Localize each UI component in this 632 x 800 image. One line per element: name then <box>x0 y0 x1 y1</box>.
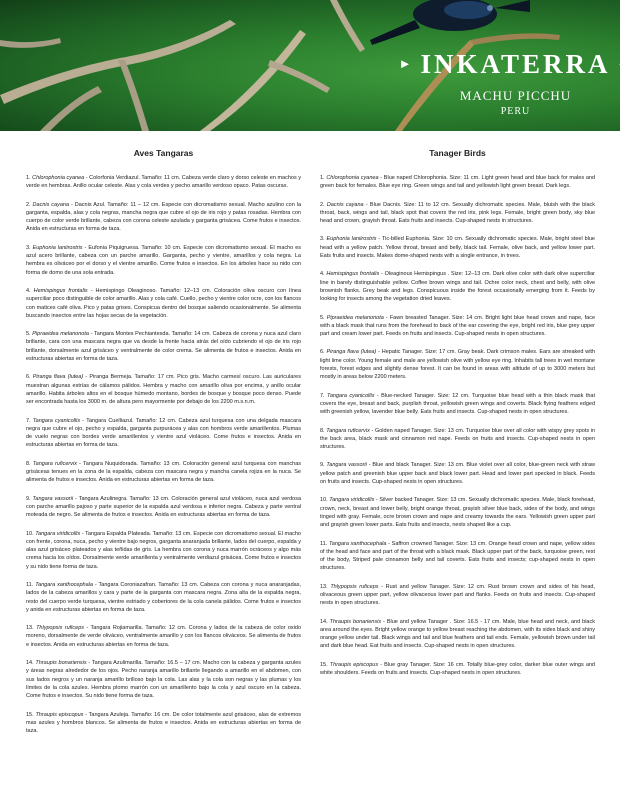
entry-description: - Piranga Bermeja. Tamaño: 17 cm. Pico gris. Macho carmesí oscuro. Las auriculares muestran algunas estrías de cálamos pálidos. Hembra y macho con amarillo oliva por encima, y anillo ocular amarillo. Habita árboles altos en el bosque húmedo montano, bordes de bosque y bosque poco denso. Puede ser encontrada hasta los 3000 m. de altura pero mayormente por debajo de los 2200 m.s.n.m. <box>26 374 301 406</box>
entry-description: - Golden naped Tanager. Size: 13 cm. Turquoise blue over all color with wispy grey spots in the back area, black mask and cinnamon red nape. Feeds on fruits and insects. Cup-shaped nests in open structures. <box>320 427 596 451</box>
scientific-name: Tangara viridicollis <box>35 530 81 537</box>
species-entry <box>26 174 301 191</box>
entry-description: - Silver backed Tanager. Size: 13 cm. Sexually dichromatic species. Male, black forehead, crown, neck, breast and lower belly, bright orange throat, grayish silver blue back, sides of the body, and wings tinged with gray. Female, ocre brown crown and nape and creamy towards the ears. Yellowish green upper part and grayish green lower parts. Eats fruits and insects, nests shaped like a cup. <box>320 497 595 529</box>
entry-number: 10. <box>26 530 34 537</box>
scientific-name: Thraupis episcopus <box>329 661 379 668</box>
entry-number: 1. <box>26 175 31 181</box>
species-list <box>26 174 301 735</box>
english-column <box>320 148 595 687</box>
scientific-name: Tangara cyanicollis <box>327 392 375 399</box>
header-banner <box>0 0 632 131</box>
entry-description: - Blue Dacnis. Size: 11 to 12 cm. Sexually dichromatic species. Male, bluish with the black throat, back, wings and tail, black spot that covers the red iris, pink legs. Female, bright green body, sky blue head and crown, grayish throat. Eats fruits and insects. Cup-shaped nests in structures. <box>320 201 596 225</box>
scientific-name: Tangara xanthocephala <box>35 581 93 588</box>
entry-description: - Blue and black Tanager. Size: 13 cm. Blue violet over all color, blue-green neck with straw yellow patch and greenish blue upper back and black lower part. Head and lower part specked in black. Feeds on fruits and insects. Cup-shaped nests in open structures. <box>320 462 595 486</box>
entry-description: - Eufonia Piquigruesa. Tamaño: 10 cm. Especie con dicromatismo sexual. El macho es azul acero brillante, cabeza con un parche amarillo. Garganta, pecho y vientre, amarillos y cola negra. La hembra es oliváceo por el dorso y el vientre amarillo. Come frutos e insectos. En los árboles hace su nido con forma de domo de una sola entrada. <box>26 244 302 276</box>
scientific-name: Thraupis bonariensis <box>35 660 87 667</box>
scientific-name: Tangara cyanicollis <box>32 417 81 424</box>
column-heading: Aves Tangaras <box>133 148 194 158</box>
species-entry <box>26 495 301 520</box>
scientific-name: Thlypopsis ruficeps <box>36 625 85 632</box>
scientific-name: Thraupis episcopus <box>35 711 84 718</box>
species-entry <box>26 330 301 363</box>
species-entry <box>26 581 301 614</box>
species-entry <box>320 348 595 381</box>
scientific-name: Pipraeidea melanonota <box>32 331 89 338</box>
scientific-name: Piranga flava (lutea) <box>326 349 377 356</box>
entry-number: 8. <box>26 460 31 467</box>
entry-description: - Blue-necked Tanager. Size: 12 cm. Turquoise blue head with a thin black mask that covers the eye, breast and back, purplish throat, yellowish green wings and coverts. Black flying feathers edged with greenish yellow, lavender blue belly. Eats fruits and insects. Cup-shaped nests in open structures. <box>320 392 596 416</box>
entry-number: 10. <box>320 497 328 504</box>
scientific-name: Euphonia laniirostris <box>326 236 377 243</box>
species-entry <box>320 427 595 452</box>
entry-description: - Tangara Espalda Plateada. Tamaño: 13 cm. Especie con dicromatismo sexual. El macho con frente, corona, nuca, pecho y vientre bajo negros, garganta anaranjada brillante, lados del cuerpo, espalda y alas azul grisáceo plateados y alas teñidas de gris. La hembra con corona y nuca marrón ocráceos y algo más crema hacia los oídos. Dorsalmente verde amarillenta y ventralmente verdiazul grisácea. Come frutos e insectos y su nido tiene forma de taza. <box>26 530 301 570</box>
species-entry <box>26 373 301 406</box>
scientific-name: Tangara vassorii <box>326 462 367 469</box>
entry-number: 9. <box>320 462 325 469</box>
scientific-name: Hemispingus frontalis <box>326 271 380 278</box>
logo-location: MACHU PICCHU <box>459 88 572 103</box>
species-entry <box>26 417 301 450</box>
entry-number: 3. <box>26 244 31 251</box>
entry-description: - Tangara Rojiamarilla. Tamaño: 12 cm. Corona y lados de la cabeza de color oxido moreno, dorsalmente de verde oliváceo, ventralmente amarillo y con los flancos oliváceos. Se alimenta de frutos e insectos. Anida en estructuras abiertas en forma de taza. <box>26 625 302 648</box>
species-entry <box>320 201 595 226</box>
species-entry <box>320 392 595 417</box>
arrow-left-icon: ◄ <box>616 56 632 71</box>
entry-number: 2. <box>320 201 325 208</box>
species-entry <box>26 659 301 700</box>
species-entry <box>26 711 301 736</box>
entry-number: 2. <box>26 201 31 208</box>
inkaterra-logo <box>398 49 632 117</box>
species-entry <box>320 583 595 608</box>
scientific-name: Chlorophonia cyanea <box>32 175 85 181</box>
species-entry <box>26 201 301 234</box>
entry-number: 15. <box>320 661 328 668</box>
entry-description: - Blue gray Tanager. Size: 16 cm. Totally blue-grey color, darker blue outer wings and white shoulders. Feeds on fruits and insects. Cup-shaped nests in open structures. <box>320 661 595 677</box>
species-list <box>320 174 595 677</box>
entry-number: 14. <box>26 660 34 667</box>
entry-number: 15. <box>26 711 34 718</box>
entry-number: 11. <box>26 581 34 588</box>
entry-number: 13. <box>26 625 34 632</box>
entry-description: - Tangara Azulinegra. Tamaño: 13 cm. Coloración general azul violáceo, nuca azul verdosa con parche amarillo pajoso y parte superior de la espalda azul verdosa e inferior negra. Cabeza y parte ventral moteada de negro. Se alimenta de frutos e insectos. Anida en estructuras abiertas en forma de taza. <box>26 495 302 519</box>
scientific-name: Tangara vassorii <box>32 495 74 502</box>
spanish-column <box>26 148 301 745</box>
entry-number: 13. <box>320 583 328 590</box>
entry-description: - Tangara Nuquidorada. Tamaño: 13 cm. Coloración general azul turquesa con manchas grisáceas tenues en la zona de la espalda, cabeza con mascara negra y mancha canela rojiza en la nuca. Se alimenta de frutos e insectos. Anida en estructuras abiertas en forma de taza. <box>26 460 302 484</box>
entry-number: 4. <box>26 287 31 294</box>
entry-number: 7. <box>320 392 325 399</box>
species-entry <box>320 270 595 303</box>
species-entry <box>320 314 595 339</box>
species-entry <box>320 235 595 260</box>
scientific-name: Thlypopsis ruficeps <box>330 583 379 590</box>
scientific-name: Piranga flava (lutea) <box>32 374 84 381</box>
species-entry <box>320 174 595 191</box>
scientific-name: Dacnis cayana <box>326 201 364 208</box>
entry-description: - Saffron crowned Tanager. Size: 13 cm. Orange head crown and nape, yellow sides of the head and face and part of the throat with a black mask. Black upper part of the back, turquoise green, rest of the body, Striped pale cinnamon belly and tail coverts. Eats fruits and insects; cup-shaped nests in open structures. <box>320 540 595 572</box>
entry-description: - Oleaginous Hemispingus . Size: 12–13 cm. Dark olive color with dark olive superciliar line in barely distinguishable yellow. Coffee brown wings and tail. Ochre color neck, chest and belly, with olive brownish flanks. Grey beak and legs. Conspicuous inside the forest occasionally emerging from it. Feeds by looking for insects among the vegetation dried leaves. <box>320 271 596 303</box>
entry-number: 5. <box>26 331 31 338</box>
species-entry <box>320 540 595 573</box>
scientific-name: Tangara xanthocephala <box>328 540 387 547</box>
scientific-name: Euphonia laniirostris <box>32 244 83 251</box>
entry-description: - Blue naped Chlorophonia. Size: 11 cm. Light green head and blue back for males and green back for females. Blue eye ring. Green wings and tail and yellowish light green breast. Dark legs. <box>320 175 596 190</box>
logo-country: PERU <box>500 106 531 117</box>
entry-number: 11. <box>320 540 328 547</box>
entry-description: - Tangara Cuelliazul. Tamaño: 12 cm. Cabeza azul turquesa con una delgada mascara negra que cubre el ojo, pecho y espalda, garganta purpurácea y alas con hombros verde amarillentos. Plumas de vuelo negras con bordes verde amarillentos y vientre azul violáceo. Come frutos e insectos. Anida en estructuras abiertas en forma de taza. <box>26 417 301 449</box>
scientific-name: Tangara viridicollis <box>329 497 375 504</box>
entry-number: 8. <box>320 427 325 434</box>
species-entry <box>320 496 595 529</box>
entry-description: - Rust and yellow Tanager. Size: 12 cm. Rust brown crown and sides of his head, olivaceous green upper part, yellow olivaceous lower part and flanks. Feeds on fruits and insects. Cup-shaped nests in open structures. <box>320 583 596 607</box>
entry-number: 6. <box>320 349 325 356</box>
scientific-name: Hemispingus frontalis <box>33 287 88 294</box>
entry-description: - Dacnis Azul. Tamaño: 11 – 12 cm. Especie con dicromatismo sexual. Macho azulino con la garganta, espalda, alas y cola negras, mancha negra que cubre el ojo de iris rojo y patas rosadas. Hembra con cuerpo de color verde brillante, cabeza con corona celeste azulada y garganta grisácea. Come frutos e insectos. Anida en estructuras en forma de taza. <box>26 201 302 233</box>
scientific-name: Tangara ruficervix <box>326 427 370 434</box>
scientific-name: Pipraeidea melanonota <box>326 314 384 321</box>
species-entry <box>320 618 595 651</box>
entry-description: - Fawn breasted Tanager. Size: 14 cm. Bright light blue head crown and nape, face with a black mask that runs from the forehead to back of the ear covering the eye, bright red iris, blue grey upper part and cream lower part. Feeds on fruits and insects. Cup-shaped nests in open structures. <box>320 314 596 338</box>
species-entry <box>26 530 301 571</box>
species-entry <box>26 287 301 320</box>
scientific-name: Chlorophonia cyanea <box>326 175 379 181</box>
species-entry <box>320 661 595 678</box>
entry-number: 4. <box>320 271 325 278</box>
species-entry <box>26 624 301 649</box>
entry-description: - Tangara Azuleja. Tamaño: 16 cm. De color totalmente azul grisáceo, alas de extremos mas azules y hombros blancos. Se alimenta de frutos e insectos. Anida en estructuras abiertas en forma de taza. <box>26 711 301 735</box>
species-entry <box>320 461 595 486</box>
entry-description: - Tic-billed Euphonia. Size: 10 cm. Sexually dichromatic species. Male, bright steel blue head with a yellow patch. Yellow throat, breast and belly, black tail. Female, olive back, and yellow lower part. Eats fruits and insects. Makes dome-shaped nests with a single entrance, in trees. <box>320 236 595 260</box>
entry-number: 9. <box>26 495 31 502</box>
arrow-right-icon: ► <box>398 56 415 71</box>
entry-number: 1. <box>320 175 325 181</box>
entry-description: - Blue and yellow Tanager . Size: 16.5 - 17 cm. Male, blue head and neck, and black area around the eyes. Bright yellow orange to yellow breast reaching the abdomen, with its sides black and shiny orange yellow under tail. Black wings and tail and blue feathers and tail ends. Female, yellowish brown under tail and dark blue head. Eat fruits and insects. Cup-shaped nests in open structures. <box>320 618 595 650</box>
logo-wordmark <box>398 49 632 79</box>
entry-number: 3. <box>320 236 325 243</box>
species-entry <box>26 460 301 485</box>
entry-description: - Tangara Montes Pechiantesda. Tamaño: 14 cm. Cabeza de corona y nuca azul claro brillante, cara con una mascara negra que va desde la frente hacia atrás del oído cubriendo el ojo de iris rojo brillante, dorsalmente azul grisáceo y ventralmente de color crema. Se alimenta de frutos e insectos. Anida en estructuras abiertas en forma de taza. <box>26 331 302 363</box>
species-entry <box>26 244 301 277</box>
entry-description: - Tangara Coroniazafran. Tamaño: 13 cm. Cabeza con corona y nuca anaranjadas, lados de la cabeza amarillos y cara y parte de la garganta con mascara negra. Zona alta de la espalda negra, resto del cuerpo verde turquesa, vientre estriado y cobertores de la cola canela pálidos. Come frutos e insectos y anida en estructuras abiertas en forma de taza. <box>26 581 301 613</box>
entry-description: - Tangara Azulimarilla. Tamaño: 16.5 – 17 cm. Macho con la cabeza y garganta azules y áreas negras alrededor de los ojos. Pecho naranja amarillo brillante llegando a amarillo en el abdomen, con sus lados negros y un naranja amarillo brilloso bajo la cola. Las alas y la cola son negras y las plumas y los límites de la cola azules. Hembra plomo marrón con un amarillento bajo la cola y azul oscuro en la cabeza. Come frutos e insectos. Su nido tiene forma de taza. <box>26 660 302 700</box>
scientific-name: Tangara ruficervix <box>32 460 77 467</box>
entry-number: 7. <box>26 417 31 424</box>
scientific-name: Dacnis cayana <box>32 201 70 208</box>
logo-text: INKATERRA <box>420 49 611 79</box>
entry-description: - Colorfonia Verdiazul. Tamaño: 11 cm. Cabeza verde claro y dorso celeste en machos y verde en hembras. Anillo ocular celeste. Alas y cola verdes y pecho amarillo verdoso opaco. Patas oscuras. <box>26 175 302 190</box>
scientific-name: Thraupis bonariensis <box>329 618 382 625</box>
entry-description: - Hepatic Tanager. Size: 17 cm. Gray beak. Dark crimson males. Ears are streaked with light lime color. Young female and male are yellowish olive with yellow eye ring. Inhabits tall trees in wet montane forests, forest edges and slightly dense forest. It can be found in areas with altitude of up to 3000 meters but mostly in areas below 2200 meters. <box>320 349 596 381</box>
entry-number: 6. <box>26 374 31 381</box>
column-heading: Tanager Birds <box>429 148 486 158</box>
entry-number: 14. <box>320 618 328 625</box>
entry-number: 5. <box>320 314 325 321</box>
entry-description: - Hemispingo Oleaginoso. Tamaño: 12–13 cm. Coloración oliva oscuro con línea superciliar poco distinguible de color amarillo. Alas y cola café. Cuello, pecho y vientre color ocre, con los flancos con matices café oliva. Pico y patas grises. Conspicua dentro del bosque saliendo ocasionalmente. Se alimenta buscando insectos entre las hojas secas de la vegetación. <box>26 287 302 319</box>
